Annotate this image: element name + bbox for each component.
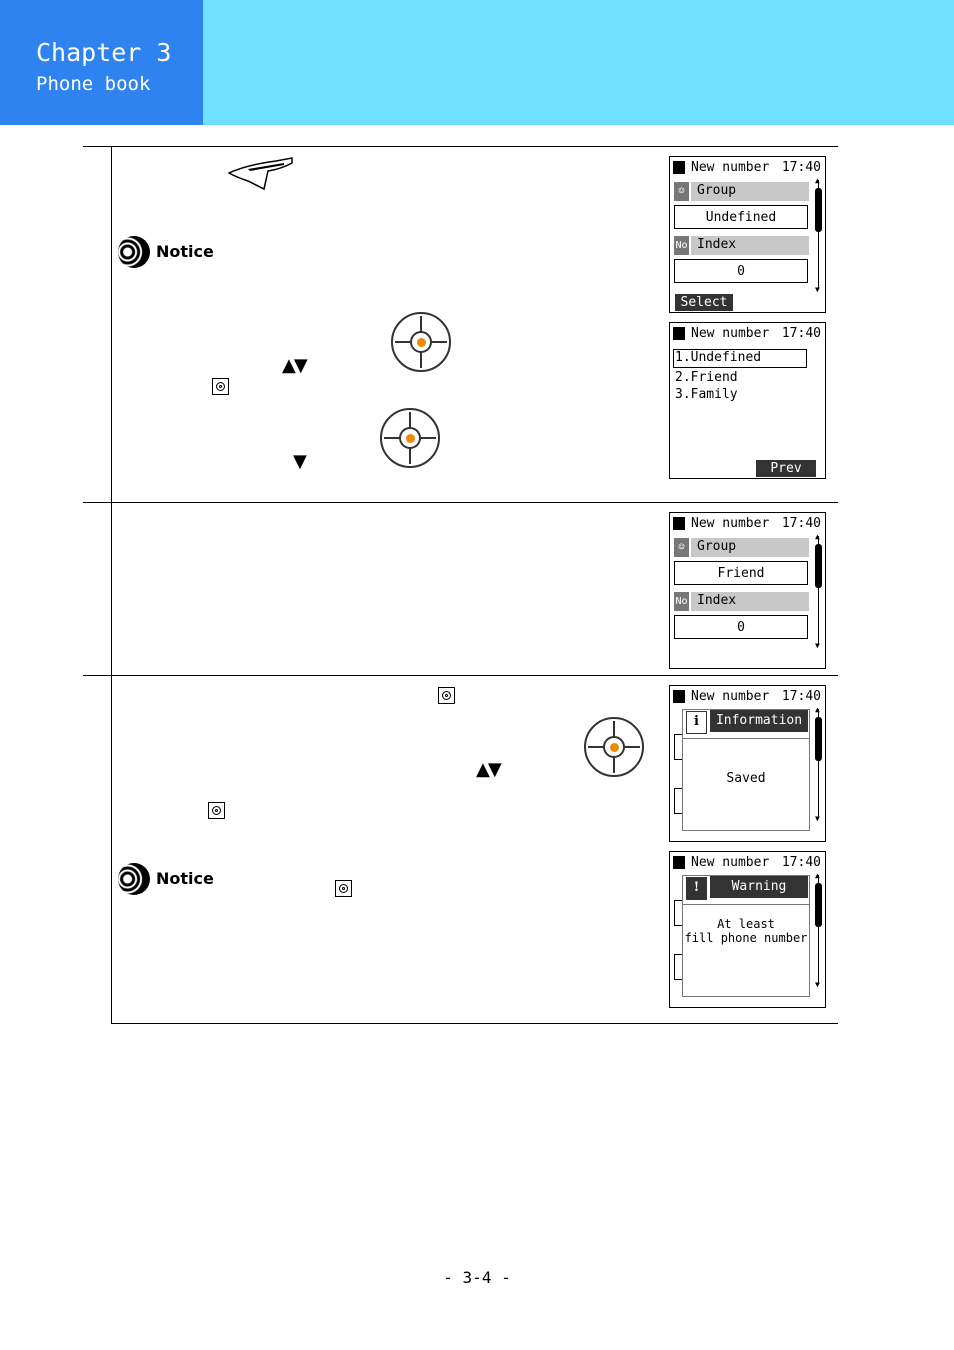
screen-title: New number [691, 516, 770, 531]
warning-icon: ! [686, 877, 707, 900]
table-rule [111, 1023, 838, 1024]
table-divider [111, 146, 112, 1024]
group-field[interactable]: Undefined [674, 205, 808, 229]
ok-key-icon [212, 378, 229, 395]
ok-key-icon [438, 687, 455, 704]
group-field[interactable]: Friend [674, 561, 808, 585]
table-rule [83, 675, 838, 676]
chapter-subtitle: Phone book [36, 73, 151, 95]
table-rule [83, 502, 838, 503]
up-down-arrow-icon: ▲▼ [476, 759, 500, 780]
group-icon: ☺ [674, 182, 689, 201]
index-field[interactable]: 0 [674, 259, 808, 283]
chapter-title: Chapter 3 [36, 38, 172, 67]
group-label: Group [691, 182, 809, 201]
screen-title: New number [691, 855, 770, 870]
phone-screen-group-list [669, 322, 826, 479]
navigation-pad-icon [584, 717, 644, 777]
scrollbar[interactable]: ▲ ▼ [815, 536, 823, 644]
chapter-box [0, 0, 203, 125]
dialog-title: Information [710, 710, 808, 732]
screen-title: New number [691, 160, 770, 175]
screen-clock: 17:40 [781, 160, 821, 175]
list-item[interactable]: 2.Friend [675, 370, 738, 385]
page-number: - 3-4 - [443, 1268, 511, 1287]
dialog-title: Warning [710, 876, 808, 898]
group-icon: ☺ [674, 538, 689, 557]
number-icon: No [674, 236, 689, 255]
signal-icon [673, 856, 685, 869]
handset-key-icon [226, 155, 296, 195]
select-softkey[interactable]: Select [675, 294, 733, 311]
screen-title: New number [691, 326, 770, 341]
scrollbar[interactable]: ▲ ▼ [815, 875, 823, 983]
table-rule [83, 146, 838, 147]
ok-key-icon [335, 880, 352, 897]
list-item[interactable]: 1.Undefined [675, 350, 762, 365]
navigation-pad-icon [380, 408, 440, 468]
phone-screen-warning [669, 851, 826, 1008]
prev-softkey[interactable]: Prev [756, 460, 816, 477]
index-label: Index [691, 236, 809, 255]
screen-clock: 17:40 [781, 516, 821, 531]
warning-dialog [682, 875, 810, 997]
list-item[interactable]: 3.Family [675, 387, 738, 402]
screen-clock: 17:40 [781, 855, 821, 870]
phone-screen-new-number [669, 156, 826, 313]
information-dialog [682, 709, 810, 831]
ok-key-icon [208, 802, 225, 819]
phone-screen-saved [669, 685, 826, 842]
group-label: Group [691, 538, 809, 557]
screen-clock: 17:40 [781, 689, 821, 704]
signal-icon [673, 327, 685, 340]
dialog-message: Saved [726, 771, 766, 786]
down-arrow-icon: ▼ [293, 451, 305, 472]
notice-icon: Notice [118, 236, 230, 270]
index-field[interactable]: 0 [674, 615, 808, 639]
info-icon: i [686, 711, 707, 734]
notice-icon: Notice [118, 863, 230, 897]
signal-icon [673, 690, 685, 703]
signal-icon [673, 161, 685, 174]
up-down-arrow-icon: ▲▼ [282, 355, 306, 376]
signal-icon [673, 517, 685, 530]
screen-title: New number [691, 689, 770, 704]
index-label: Index [691, 592, 809, 611]
number-icon: No [674, 592, 689, 611]
scrollbar[interactable]: ▲ ▼ [815, 180, 823, 288]
navigation-pad-icon [391, 312, 451, 372]
phone-screen-new-number [669, 512, 826, 669]
dialog-message-line: At least [717, 917, 775, 931]
scrollbar[interactable]: ▲ ▼ [815, 709, 823, 817]
dialog-message-line: fill phone number [684, 931, 808, 945]
screen-clock: 17:40 [781, 326, 821, 341]
